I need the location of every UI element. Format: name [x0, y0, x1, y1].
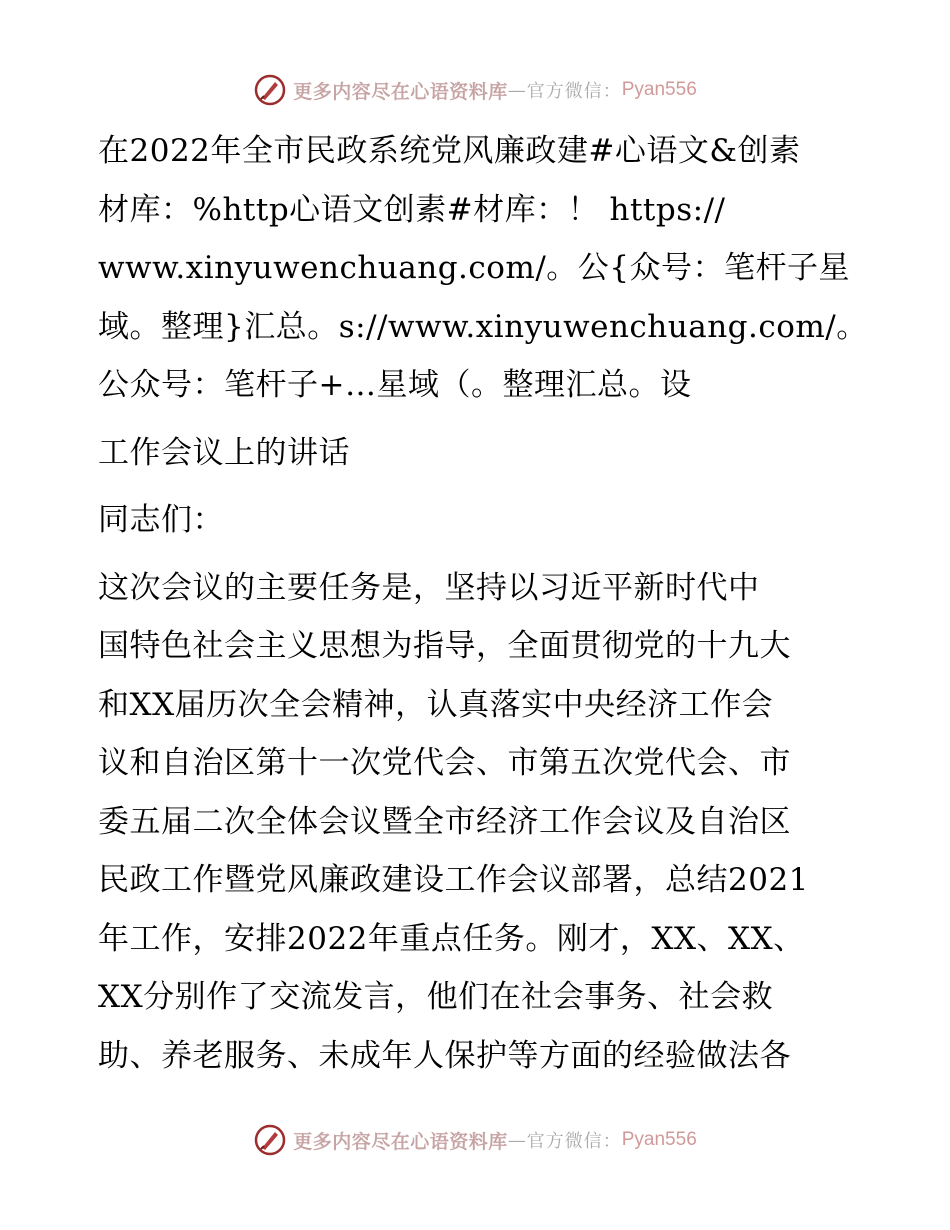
watermark-official-label: 官方微信： [526, 1131, 622, 1152]
text-line: 民政工作暨党风廉政建设工作会议部署，总结2021 [98, 862, 809, 898]
text-line: 助、养老服务、未成年人保护等方面的经验做法各 [98, 1037, 791, 1074]
quill-logo-icon [253, 73, 287, 107]
text-line: 工作会议上的讲话 [98, 434, 350, 471]
document-body [98, 122, 868, 1094]
text-line: 这次会议的主要任务是，坚持以习近平新时代中 [98, 569, 760, 606]
watermark-wechat-id: Pyan556 [621, 79, 697, 100]
paragraph-salutation [98, 491, 868, 550]
watermark-main-text: 更多内容尽在心语资料库 [293, 80, 508, 103]
watermark-dash: — [507, 79, 527, 101]
text-line: 和XX届历次全会精神，认真落实中央经济工作会 [98, 686, 774, 723]
text-line: 委五届二次全体会议暨全市经济工作会议及自治区 [98, 803, 791, 840]
text-line: 域。整理}汇总。s://www.xinyuwenchuang.com/。 [98, 308, 868, 345]
quill-logo-icon [253, 1123, 287, 1157]
text-line: 同志们： [98, 502, 224, 538]
paragraph-intro [98, 122, 868, 415]
paragraph-title-tail [98, 424, 868, 483]
header-watermark [0, 68, 950, 112]
text-line: XX分别作了交流发言，他们在社会事务、社会救 [98, 979, 774, 1015]
text-line: 年工作，安排2022年重点任务。刚才，XX、XX、 [98, 920, 805, 957]
text-line: www.xinyuwenchuang.com/。公{众号：笔杆子星 [98, 250, 850, 286]
text-line: 材库：%http心语文创素#材库：！ https:// [98, 191, 726, 228]
watermark-dash: — [507, 1129, 527, 1151]
text-line: 在2022年全市民政系统党风廉政建#心语文&创素 [98, 133, 801, 169]
watermark-wechat-id: Pyan556 [621, 1129, 697, 1150]
text-line: 国特色社会主义思想为指导，全面贯彻党的十九大 [98, 628, 791, 664]
text-line: 公众号：笔杆子+…星域（。整理汇总。设 [98, 367, 692, 403]
footer-watermark [0, 1118, 950, 1162]
watermark-official-label: 官方微信： [526, 81, 622, 102]
paragraph-main [98, 559, 868, 1086]
watermark-main-text: 更多内容尽在心语资料库 [293, 1130, 508, 1153]
text-line: 议和自治区第十一次党代会、市第五次党代会、市 [98, 745, 791, 781]
